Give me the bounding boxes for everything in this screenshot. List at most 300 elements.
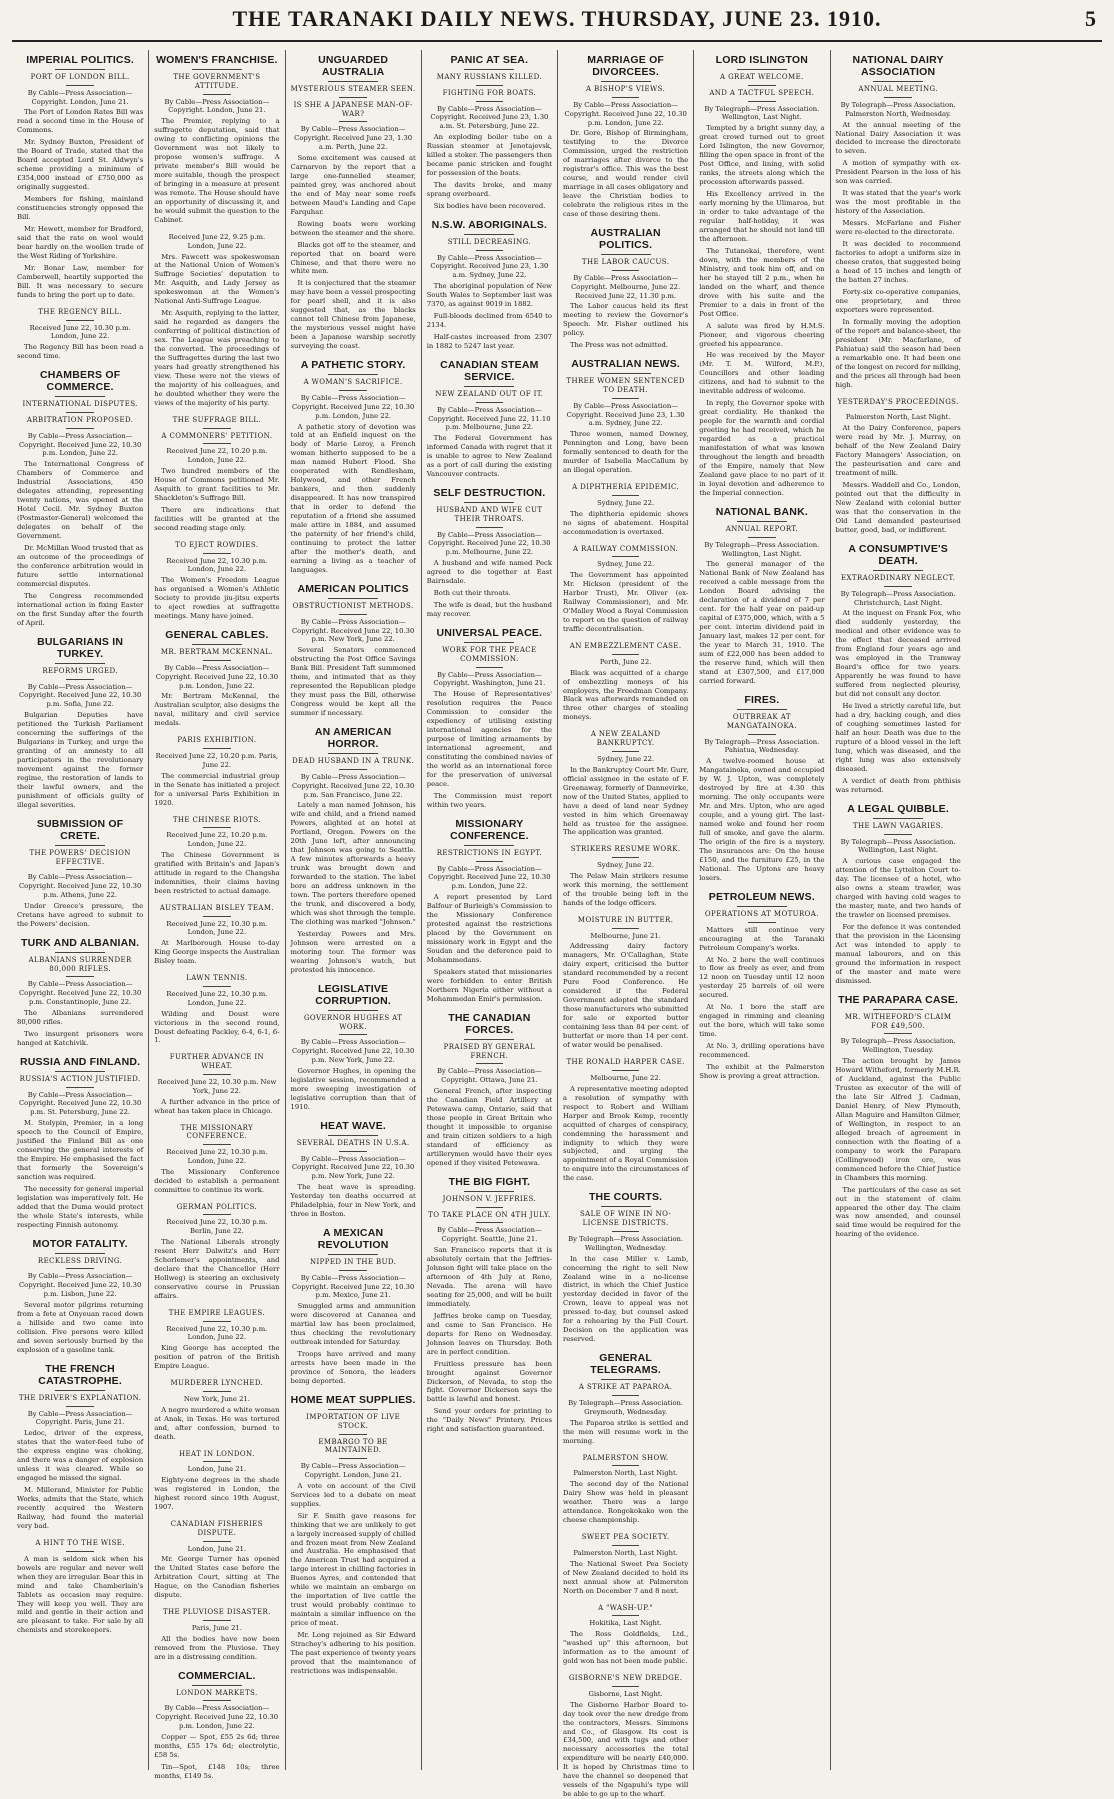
article-subhead: THE REGENCY BILL. — [38, 307, 122, 316]
article-dateline: By Cable—Press Association—Copyright. Melbourne, June 22. Received June 22, 11.30 p.m. — [571, 273, 681, 300]
article-headline: COMMERCIAL. — [178, 1669, 256, 1682]
article — [563, 1454, 688, 1525]
article-dateline: Sydney, June 22. — [597, 498, 655, 507]
newspaper-columns — [12, 50, 1102, 1799]
article-subhead: SWEET PEA SOCIETY. — [581, 1533, 670, 1542]
article-paragraph: A negro murdered a white woman at Anak, in Texas. He was tortured and, after confession, burned to death. — [154, 1405, 280, 1441]
article — [563, 545, 688, 634]
article-subhead: ARBITRATION PROPOSED. — [26, 416, 134, 425]
article-dateline: By Cable—Press Association—Copyright. Received June 22, 10.30 p.m. New York, June 22. — [291, 617, 415, 644]
article-dateline: By Telegraph—Press Association. Christchurch, Last Night. — [840, 589, 956, 607]
article-dateline: Received June 22, 10.30 p.m. London, June 22. — [166, 1148, 268, 1165]
subhead-rule — [203, 1214, 231, 1215]
article-headline: GENERAL CABLES. — [165, 629, 269, 642]
article-paragraph: A representative meeting adopted a resolution of sympathy with respect to Robert and William Harper and Brook Kemp, recently acquitted of charges of conspiracy, condemning the harassment and indignity to which they were subjected, and urging the appointment of a Royal Commission to enquire into the circumstances of the case. — [563, 1084, 689, 1183]
headline-rule — [873, 1009, 923, 1010]
article — [427, 487, 552, 619]
article-headline: CANADIAN STEAM SERVICE. — [440, 358, 539, 383]
article-headline: UNIVERSAL PEACE. — [436, 626, 543, 639]
article-subhead: PARIS EXHIBITION. — [177, 736, 257, 745]
article-subhead: REFORMS URGED. — [42, 666, 118, 675]
article-subhead: FIGHTING FOR BOATS. — [442, 88, 537, 97]
article-paragraph: The necessity for general imperial legislation was imperatively felt. He added that the Duma would protect the whole State's interests, while respecting Finnish autonomy. — [17, 1184, 144, 1229]
article-paragraph: Black was acquitted of a charge of embezzling moneys of his employers, the Freedman Company. Black was afterwards remanded on three other charges of stealing moneys. — [563, 668, 689, 722]
subhead-rule — [203, 1144, 231, 1145]
article-paragraph: A further advance in the price of wheat has taken place in Chicago. — [154, 1097, 280, 1115]
article-dateline: Palmerston North, Last Night. — [845, 413, 951, 422]
article — [427, 1012, 552, 1168]
article — [291, 726, 416, 975]
column-1 — [12, 50, 148, 1770]
article-paragraph: A verdict of death from phthisis was returned. — [835, 776, 961, 794]
subhead-rule — [612, 1686, 640, 1687]
article-paragraph: The Women's Freedom League has organised a Women's Athletic Society to provide jiu-jitsu experts to eject rowdies at suffragette meetings. Many have joined. — [154, 576, 280, 621]
article — [427, 54, 552, 211]
headline-rule — [192, 644, 242, 645]
article-dateline: Received June 22, 10.30 p.m. London, June 22. — [166, 1324, 268, 1342]
article-subhead: TO EJECT ROWDIES. — [175, 540, 259, 549]
subhead-rule — [884, 97, 912, 98]
subhead-rule — [612, 928, 640, 929]
article — [836, 54, 961, 390]
article-paragraph: Speakers stated that missionaries were forbidden to enter British Northern Nigeria either without a Mohammedan Emir's permission. — [426, 967, 552, 1003]
article — [154, 736, 279, 807]
subhead-rule — [203, 1321, 231, 1322]
subhead-rule — [748, 537, 776, 538]
article-dateline: Hokitika, Last Night. — [589, 1619, 662, 1628]
article-subhead: THE DRIVER'S EXPLANATION. — [18, 1393, 142, 1402]
article-headline: THE BIG FIGHT. — [448, 1175, 531, 1188]
article-headline: NATIONAL DAIRY ASSOCIATION — [852, 54, 944, 79]
article-paragraph: Both cut their throats. — [433, 589, 511, 598]
article-dateline: Received June 22, 10.30 p.m. London, June 22. — [29, 323, 131, 341]
article-subhead: RESTRICTIONS IN EGYPT. — [436, 848, 542, 857]
article-dateline: By Cable—Press Association—Copyright. London, June 21. — [164, 97, 270, 115]
headline-rule — [328, 1010, 378, 1011]
article — [154, 1203, 279, 1301]
article-subhead: A STRIKE AT PAPAROA. — [578, 1383, 673, 1392]
article-dateline: By Cable—Press Association—Copyright. Received June 23, 1.30 a.m. Sydney, June 22. — [430, 253, 549, 280]
article-subhead: MOISTURE IN BUTTER. — [577, 915, 674, 924]
article-paragraph: The heat wave is spreading. Yesterday ten deaths occurred at Philadelphia, four in New York, and three in Boston. — [290, 1183, 416, 1218]
subhead-rule — [339, 1151, 367, 1152]
article-paragraph: The commercial industrial group in the Senate has initiated a project for a universal Paris Exhibition in 1920. — [154, 771, 280, 807]
subhead-rule — [612, 857, 640, 858]
subhead-rule — [203, 748, 231, 749]
article-paragraph: Under Greece's pressure, the Cretans have agreed to submit to the Powers' decision. — [17, 901, 144, 928]
headline-rule — [464, 1191, 514, 1192]
article-dateline: By Cable—Press Association—Copyright. Received June 22, 10.30 p.m. London, June 22. — [155, 1704, 279, 1731]
article — [699, 694, 824, 883]
article-headline: HEAT WAVE. — [320, 1119, 387, 1132]
article-dateline: By Cable—Press Association—Copyright. Received June 22, 10.30 p.m. Melbourne, June 22. — [428, 530, 551, 557]
article-subhead: LAWN TENNIS. — [186, 974, 248, 983]
subhead-rule — [339, 1458, 367, 1459]
subhead-rule — [476, 1222, 504, 1223]
article — [563, 227, 688, 350]
subhead-rule — [612, 1545, 640, 1546]
article-paragraph: Eighty-one degrees in the shade was registered in London, the highest record since 19th August, 1907. — [154, 1476, 280, 1512]
article-headline: BULGARIANS IN TURKEY. — [37, 635, 124, 660]
article-paragraph: Blacks got off to the steamer, and reported that on board were Chinese, and that there were no white men. — [290, 240, 416, 276]
article-paragraph: The Federal Government has informed Canada with regret that it is unable to agree to New Zealand as a port of call during the existing Vancouver contracts. — [426, 434, 552, 479]
article-dateline: By Cable—Press Association—Copyright. London, June 21. — [300, 1462, 406, 1479]
subhead-rule — [66, 428, 94, 429]
article-paragraph: M. Stolypin, Premier, in a long speech to the Council of Empire, justified the Finland Bill as one conserving the general interests of the Empire. He emphasised the fact that formerly the Sovereign's sanction was required. — [17, 1118, 144, 1181]
column-2 — [148, 50, 284, 1780]
subhead-rule — [339, 97, 367, 98]
article-paragraph: Some excitement was caused at Carnarvon by the report that a large one-funnelled steamer, painted grey, was anchored about the end of May near some reefs between Maud's Landing and Cape Farquhar. — [290, 153, 416, 216]
article-paragraph: His Excellency arrived in the early morning by the Ulimaroa, but in order to take advantage of the regular half-holiday, it was arranged that he should not land till the afternoon. — [699, 190, 825, 243]
article-subhead: THE PLUVIOSE DISASTER. — [162, 1608, 271, 1617]
page-number: 5 — [1085, 6, 1096, 31]
article-paragraph: The Port of London Rates Bill was read a second time in the House of Commons. — [17, 108, 144, 135]
subhead-rule — [476, 402, 504, 403]
article-dateline: Paris, June 21. — [191, 1623, 242, 1632]
article — [154, 1670, 279, 1781]
headline-rule — [55, 1071, 106, 1072]
column-6 — [693, 50, 829, 1770]
article — [563, 54, 688, 219]
subhead-rule — [203, 1074, 231, 1075]
article-headline: GENERAL TELEGRAMS. — [590, 1352, 662, 1377]
article-paragraph: The action brought by James Howard Witheford, formerly M.H.R. of Auckland, against the Public Trustee as executor of the will of the late Sir Alfred J. Cadman, Daniel Henry, of New Plymouth, Allan Maguire and Hamilton Gilmer, of Wellington, in respect to an alleged breach of agreement in connection with the floating of a company to work the Parapara (Collingwood) iron ore, was commenced before the Chief Justice in Chambers this morning. — [835, 1057, 961, 1182]
article-subhead: OBSTRUCTIONIST METHODS. — [292, 602, 414, 611]
column-5 — [557, 50, 693, 1799]
article-paragraph: It is conjectured that the steamer may have been a vessel prospecting for pearl shell, and it is also suggested that, as the blacks cannot tell Chinese from Japanese, the mysterious vessel might have been a Japanese warship secretly surveying the coast. — [290, 279, 416, 351]
article — [563, 1352, 688, 1445]
article — [563, 730, 688, 837]
article-subhead: NIPPED IN THE BUD. — [309, 1258, 397, 1267]
subhead-rule — [476, 1207, 504, 1208]
article-headline: TURK AND ALBANIAN. — [20, 936, 140, 949]
article-dateline: By Cable—Press Association—Copyright. Received June 22, 10.30 p.m. London, June 22. — [291, 394, 415, 420]
subhead-rule — [884, 834, 912, 835]
article-paragraph: The International Congress of Chambers of Commerce and Industrial Associations, 450 delegates attending, representing twenty nations, was opened at the Hotel Cecil. Mr. Sydney Buxton (Postmaster-General) welcomed the delegates on behalf of the Government. — [17, 460, 144, 541]
article-paragraph: The Congress recommended international action in fixing Easter on the first Sunday after the fourth of April. — [17, 591, 144, 627]
subhead-rule — [203, 986, 231, 987]
headline-rule — [464, 502, 514, 503]
article-paragraph: In reply, the Governor spoke with great cordiality. He thanked the people for the warmth and cordial greeting he had received, which he regarded as a practical manifestation of what was known throughout the length and breadth of the Empire, namely that New Zealand gave place to no part of it in loyal devotion and adherence to the Imperial connection. — [699, 399, 825, 497]
article — [154, 1520, 279, 1600]
subhead-rule — [476, 85, 504, 86]
article-paragraph: King George has accepted the position of patron of the British Empire League. — [154, 1344, 280, 1371]
article-subhead: ANNUAL REPORT. — [725, 525, 799, 534]
article-dateline: Received June 22, 10.30 p.m. London, June 22. — [166, 556, 268, 574]
headline-rule — [328, 374, 378, 375]
article — [17, 369, 143, 628]
headline-rule — [464, 69, 514, 70]
article-paragraph: The National Liberals strongly resent Herr Dalwitz's and Herr Schorlemer's appointments, and declare that the Chancellor (Herr Hollweg) is steering an exclusively conservative course in Prussian affairs. — [154, 1238, 280, 1300]
article-subhead: THE LABOR CAUCUS. — [581, 258, 670, 267]
article-subhead: MURDERER LYNCHED. — [170, 1379, 264, 1388]
article-subhead: SALE OF WINE IN NO-LICENSE DISTRICTS. — [579, 1210, 672, 1228]
subhead-rule — [476, 250, 504, 251]
article-paragraph: The Paparoa strike is settled and the men will resume work in the morning. — [563, 1418, 689, 1445]
headline-rule — [464, 642, 514, 643]
headline-rule — [55, 845, 106, 846]
article-headline: A LEGAL QUIBBLE. — [847, 802, 950, 815]
column-7 — [830, 50, 966, 1770]
article — [836, 803, 961, 986]
subhead-rule — [66, 85, 94, 86]
article — [17, 937, 143, 1048]
article-paragraph: The second day of the National Dairy Show was held in pleasant weather. There was a large attendance. Rongokokako won the cheese championship. — [563, 1480, 689, 1525]
article-paragraph: The Government has appointed Mr. Hickson (president of the Harbor Trust), Mr. Oliver (ex-Railway Commissioner), and Mr. O'Malley Wood a Royal Commission to report on the question of railway traffic decentralisation. — [563, 571, 689, 634]
article-dateline: By Cable—Press Association—Copyright. Received June 22, 11.10 p.m. Melbourne, June 22. — [428, 405, 551, 432]
article-subhead: OPERATIONS AT MOTUROA. — [704, 909, 819, 918]
article-paragraph: Matters still continue very encouraging at the Taranaki Petroleum Company's works. — [699, 925, 825, 952]
article-paragraph: The National Sweet Pea Society of New Zealand decided to hold its next annual show at Palmerston North on December 7 and 8 next. — [563, 1559, 689, 1595]
article-paragraph: Tin—Spot, £148 10s; three months, £149 5s. — [154, 1762, 280, 1780]
article-paragraph: A husband and wife named Peck agreed to die together at East Bairnsdale. — [426, 559, 552, 586]
article-dateline: By Cable—Press Association—Copyright. Received June 22, 10.30 p.m. Sofia, June 22. — [18, 682, 142, 709]
article-paragraph: The Chinese Government is gratified with Britain's and Japan's attitude in regard to the Changsha indemnities, their claims having been restricted to actual damage. — [154, 851, 280, 895]
article-dateline: By Cable—Press Association—Copyright. Received June 22, 10.30 p.m. London, June 22. — [18, 431, 142, 458]
article-dateline: By Cable—Press Association—Copyright. Received June 22, 10.30 p.m. London, June 22. — [564, 100, 687, 127]
article-subhead: RECKLESS DRIVING. — [37, 1256, 123, 1265]
article-paragraph: An exploding boiler tube on a Russian steamer at Jenotajevsk, killed a stoker. The passengers then became panic stricken and fought for possession of the boats. — [426, 133, 552, 177]
subhead-rule — [339, 121, 367, 122]
article-subhead: HEAT IN LONDON. — [179, 1449, 255, 1458]
article-dateline: By Telegraph—Press Association. Wellington, Last Night. — [704, 540, 820, 558]
article-subhead: ANNUAL MEETING. — [858, 85, 938, 94]
article — [563, 1058, 688, 1183]
article-paragraph: A man is seldom sick when his bowels are regular and never well when they are irregular. Bear this in mind and take Chamberlain's Tablets as occasion may require. They will keep you well. They are mild and gentle in their action and are pleasant to take. For sale by all chemists and storekeepers. — [17, 1554, 144, 1635]
article-subhead: PALMERSTON SHOW. — [582, 1453, 669, 1462]
article-dateline: Perth, June 22. — [599, 657, 652, 666]
article-subhead: MANY RUSSIANS KILLED. — [436, 73, 542, 82]
article-dateline: Received June 22, 9.25 p.m. London, June 22. — [168, 232, 266, 250]
article-dateline: Palmerston North, Last Night. — [573, 1469, 678, 1478]
article-subhead: IMPORTATION OF LIVE STOCK. — [306, 1413, 401, 1430]
article-paragraph: The diphtheria epidemic shows no signs of abatement. Hospital accommodation is overtaxed. — [563, 509, 689, 536]
article-dateline: By Cable—Press Association—Copyright. Received June 22, 10.30 p.m. New York, June 22. — [291, 1154, 415, 1181]
subhead-rule — [612, 398, 640, 399]
subhead-rule — [203, 1541, 231, 1542]
article-subhead: A NEW ZEALAND BANKRUPTCY. — [590, 730, 661, 748]
article-paragraph: The Regency Bill has been read a second time. — [17, 343, 144, 361]
article-dateline: By Cable—Press Association—Copyright. Received June 22, 10.30 p.m. San Francisco, June 22. — [291, 772, 415, 799]
article-subhead: THE GOVERNMENT'S ATTITUDE. — [173, 73, 261, 90]
article-paragraph: Six bodies have been recovered. — [433, 201, 546, 210]
article — [154, 1053, 279, 1115]
article-dateline: By Telegraph—Press Association. Wellington, Last Night. — [840, 837, 956, 855]
article-paragraph: Governor Hughes, in opening the legislative session, recommended a more sweeping investigation of legislative corruption than that of 1910. — [290, 1066, 416, 1111]
article-paragraph: Mr. Bertram McKennal, the Australian sculptor, also designs the naval, military and civil service medals. — [154, 692, 280, 728]
article-paragraph: Ledoc, driver of the express, states that the water-feed tube of the express engine was choking, and there was a danger of explosion unless it was cleared. While so engaged he missed the signal. — [17, 1429, 144, 1483]
article-dateline: By Cable—Press Association—Copyright. Received June 22, 10.30 p.m. New York, June 22. — [291, 1038, 415, 1065]
article-dateline: By Cable—Press Association—Copyright. Washington, June 21. — [433, 670, 546, 688]
subhead-rule — [476, 527, 504, 528]
subhead-rule — [66, 679, 94, 680]
article — [154, 416, 279, 533]
article-subhead: A DIPHTHERIA EPIDEMIC. — [572, 483, 680, 492]
article-paragraph: In the Bankruptcy Court Mr. Gurr, official assignee in the estate of F. Greenaway, formerly of Dannevirke, now of the United States, applied to have a deed of land near Sydney vested in him which Greenaway held as trustee for the assignee. The application was granted. — [563, 765, 689, 837]
masthead — [0, 0, 1114, 46]
subhead-rule — [66, 869, 94, 870]
article-paragraph: The House of Representatives' resolution requires the Peace Commission to consider the expediency of utilising existing international agencies for the purpose of limiting armaments by international agreement, and constituting the combined navies of the world as an international force for the preservation of universal peace. — [426, 690, 552, 788]
subhead-rule — [612, 556, 640, 557]
article-dateline: By Cable—Press Association—Copyright. Received June 22, 10.30 p.m. London, June 22. — [155, 663, 279, 690]
article — [291, 983, 416, 1112]
article-paragraph: Mrs. Fawcett was spokeswoman at the National Union of Women's Suffrage Societies' deputation to Mr. Asquith, and Lady Jersey as spokeswoman at the Women's National Anti-Suffrage League. — [154, 252, 280, 306]
article-subhead: TO TAKE PLACE ON 4TH JULY. — [428, 1210, 551, 1219]
article-paragraph: Members for fishing, mainland constituencies strongly opposed the Bill. — [17, 195, 144, 222]
article-subhead: THE EMPIRE LEAGUES. — [168, 1308, 265, 1317]
article-paragraph: The Press was not admitted. — [570, 341, 668, 350]
article-dateline: Sydney, June 22. — [597, 861, 655, 870]
article — [427, 1176, 552, 1435]
article-headline: A MEXICAN REVOLUTION — [317, 1226, 389, 1251]
article — [154, 1450, 279, 1512]
article-headline: NATIONAL BANK. — [715, 505, 808, 518]
article-paragraph: San Francisco reports that it is absolutely certain that the Jeffries-Johnson fight will take place on the afternoon of 4th July at Reno, Nevada. The arena will have seating for 25,000, and will be built immediately. — [426, 1245, 552, 1308]
article-subhead: THE SUFFRAGE BILL. — [172, 415, 262, 424]
article — [427, 627, 552, 810]
article-headline: N.S.W. ABORIGINALS. — [431, 218, 548, 231]
article-headline: AUSTRALIAN NEWS. — [571, 358, 681, 371]
article-subhead: DEAD HUSBAND IN A TRUNK. — [292, 757, 415, 766]
article-paragraph: The Labor caucus held its first meeting to review the Governor's Speech. Mr. Fisher outlined his policy. — [563, 302, 689, 338]
article-dateline: By Cable—Press Association—Copyright. Received June 22, 10.30 p.m. Athens, June 22. — [18, 873, 142, 900]
article-subhead: A HINT TO THE WISE. — [35, 1538, 125, 1547]
article-headline: HOME MEAT SUPPLIES. — [290, 1393, 416, 1406]
article-dateline: By Cable—Press Association—Copyright. Received June 22, 10.30 p.m. Lisbon, June 22. — [18, 1272, 142, 1299]
subhead-rule — [476, 1063, 504, 1064]
article-paragraph: A report presented by Lord Balfour of Burleigh's Commission to the Missionary Conference protested against the restrictions placed by the Government on missionary work in Egypt and the Soudan and the deference paid to Mohammedans. — [426, 893, 552, 964]
article — [563, 358, 688, 475]
headline-rule — [192, 1685, 242, 1686]
article-subhead: INTERNATIONAL DISPUTES. — [22, 400, 138, 409]
article-paragraph: Mr. Sydney Buxton, President of the Board of Trade, stated that the Board accepted Lord St. Aldwyn's scheme providing a minimum of £354,000 instead of £750,000 as originally suggested. — [17, 138, 144, 192]
subhead-rule — [339, 614, 367, 615]
article-dateline: By Cable—Press Association—Copyright. London, June 21. — [27, 88, 133, 106]
headline-rule — [328, 81, 378, 82]
article — [17, 818, 143, 929]
article-subhead: MYSTERIOUS STEAMER SEEN. — [290, 85, 416, 94]
headline-rule — [464, 1039, 514, 1040]
article — [699, 506, 824, 686]
article — [563, 483, 688, 536]
subhead-rule — [203, 553, 231, 554]
headline-rule — [601, 373, 651, 374]
article-paragraph: At the inquest on Frank Fox, who died suddenly yesterday, the medical and other evidence was to the effect that deceased arrived from England four years ago and was employed in the Tramway Board's office for two years. Apparently he was found to have suffered from neglected pleurisy, but did not consult any doctor. — [835, 609, 961, 699]
headline-rule — [328, 753, 378, 754]
article — [699, 54, 824, 498]
article — [154, 1608, 279, 1661]
article-headline: SELF DESTRUCTION. — [433, 487, 546, 500]
article — [154, 974, 279, 1045]
article-subhead: A "WASH-UP." — [598, 1603, 654, 1612]
article — [836, 994, 961, 1240]
subhead-rule — [203, 428, 231, 429]
article-paragraph: The Gisborne Harbor Board to-day took over the new dredge from the contractors, Messrs. Simmons and Co., of Glasgow. Its cost is £34,500, and with tugs and other necessary accessories the total expenditure will be nearly £40,000. It is hoped by Christmas time to have the channel so deepened that vessels of the Ngapuhi's type will be able to go up to the wharf. — [563, 1700, 689, 1799]
article-paragraph: All the bodies have now been removed from the Pluviose. They are in a distressing condition. — [154, 1634, 280, 1661]
article-headline: THE CANADIAN FORCES. — [448, 1011, 531, 1036]
headline-rule — [601, 1379, 651, 1380]
subhead-rule — [339, 390, 367, 391]
subhead-rule — [476, 861, 504, 862]
article-subhead: OUTBREAK AT MANGATAINOKA. — [726, 713, 797, 730]
article-paragraph: In the case Miller v. Lamb, concerning the right to sell New Zealand wine in a no-license district, in which the Chief Justice yesterday decided in favor of the Crown, leave to appeal was not pressed to-day, but counsel asked for a rehearing by the Full Court. Decision on the application was reserved. — [563, 1254, 689, 1344]
article-dateline: By Cable—Press Association—Copyright. Received June 23, 1.30 a.m. Perth, June 22. — [294, 125, 413, 152]
article-subhead: LONDON MARKETS. — [176, 1688, 258, 1697]
article-subhead: A BISHOP'S VIEWS. — [586, 85, 666, 94]
article-dateline: Melbourne, June 22. — [590, 1073, 661, 1082]
subhead-rule — [339, 1434, 367, 1435]
article-subhead: THE LAWN VAGARIES. — [852, 821, 944, 830]
article-paragraph: A vote on account of the Civil Services led to a debate on meat supplies. — [290, 1481, 416, 1508]
article-dateline: By Cable—Press Association—Copyright. Received June 22, 10.30 p.m. Constantinople, June 22. — [18, 980, 142, 1006]
article — [154, 904, 279, 966]
article-dateline: Gisborne, Last Night. — [588, 1689, 663, 1698]
subhead-rule — [612, 97, 640, 98]
article-paragraph: Addressing dairy factory managers, Mr. O'Callaghan, State dairy expert, criticised the butter standard recommended by a recent Pure Food Conference. He considered if the Federal Government adopted the standard those manufacturers who submitted for sale or exported butter containing less than 84 per cent. of butterfat or more than 14 per cent. of water would be penalised. — [563, 942, 689, 1050]
article-paragraph: At No. 2 bore the well continues to flow as freely as ever, and from 12 noon on Tuesday until 12 noon yesterday 25 barrels of oil were secured. — [699, 955, 825, 1000]
headline-rule — [873, 818, 923, 819]
article-subhead: STRIKERS RESUME WORK. — [570, 845, 681, 854]
article-paragraph: At the annual meeting of the National Dairy Association it was decided to increase the directorate to seven. — [835, 120, 961, 156]
article-paragraph: At Marlborough House to-day King George inspects the Australian Bisley team. — [154, 939, 280, 966]
subhead-rule — [66, 1268, 94, 1269]
article-dateline: By Cable—Press Association—Copyright. Received June 22, 10.30 p.m. London, June 22. — [428, 864, 551, 891]
subhead-rule — [612, 1070, 640, 1071]
article-headline: MISSIONARY CONFERENCE. — [450, 817, 529, 842]
article-paragraph: Yesterday Powers and Mrs. Johnson were arrested on a motoring tour. The former was wearing Johnson's watch, but protested his innocence. — [290, 929, 416, 974]
article-subhead: A GREAT WELCOME. — [719, 73, 804, 82]
subhead-rule — [203, 1461, 231, 1462]
article-headline: A PATHETIC STORY. — [300, 359, 406, 372]
article-paragraph: A pathetic story of devotion was told at an Enfield inquest on the body of Marie Leroy, a French woman hitherto supposed to be a man named Hubert Flood. She cooperated with Rendlesham, Holywood, and other French bankers, and then suddenly disappeared. It has now transpired that in order to defend the reputation of a friend she assumed male attire in 1884, and assumed the paternity of her friend's child, continuing to protect the latter after the mother's death, and earning a living as a teacher of languages. — [290, 422, 416, 574]
article-paragraph: Three women, named Downey, Pennington and Long, have been formally sentenced to death for the murder of Isabella MacCallum by an illegal operation. — [563, 430, 689, 475]
article-headline: UNGUARDED AUSTRALIA — [318, 54, 389, 79]
headline-rule — [464, 845, 514, 846]
article-paragraph: Half-castes increased from 2307 in 1882 to 5247 last year. — [426, 332, 552, 350]
subhead-rule — [476, 667, 504, 668]
article-dateline: Received June 22, 10.30 p.m. New York, June 22. — [157, 1077, 277, 1095]
subhead-rule — [203, 1700, 231, 1701]
article — [154, 233, 279, 408]
headline-rule — [55, 1253, 106, 1254]
headline-rule — [873, 81, 923, 82]
article-headline: PANIC AT SEA. — [450, 54, 529, 66]
article-dateline: Melbourne, June 21. — [590, 931, 661, 940]
article-paragraph: At No. 3, drilling operations have recommenced. — [699, 1042, 825, 1060]
subhead-rule — [203, 827, 231, 828]
article-paragraph: A motion of sympathy with ex-President Pearson in the loss of his son was carried. — [835, 159, 961, 186]
article-dateline: By Cable—Press Association—Copyright. Received June 22, 10.30 p.m. Mexico, June 21. — [291, 1273, 415, 1300]
subhead-rule — [612, 654, 640, 655]
article-paragraph: At No. 1 bore the staff are engaged in rimming and cleaning out the bore, which will take some time. — [699, 1003, 825, 1039]
article-paragraph: The general manager of the National Bank of New Zealand has received a cable message from the London Board advising the declaration of a dividend of 7 per cent. for the half year on paid-up capital of £375,000, which, with a 5 per cent. interim dividend paid in January last, makes 12 per cent. for the year to March 31, 1910. The sum of £22,000 has been added to the reserve fund, which will then stand at £307,500, and £17,000 carried forward. — [699, 560, 825, 686]
article — [427, 359, 552, 479]
article-headline: IMPERIAL POLITICS. — [26, 54, 135, 66]
article-paragraph: The particulars of the case as set out in the statement of claim appeared the other day. The claim was now amended, and counsel said time would be required for the hearing of the evidence. — [835, 1185, 961, 1239]
subhead-rule — [884, 1033, 912, 1034]
headline-rule — [55, 1390, 106, 1391]
article-subhead: GERMAN POLITICS. — [176, 1202, 258, 1211]
article-paragraph: Jeffries broke camp on Tuesday, and came to San Francisco. He departs for Reno on Wednesday. Johnson leaves on Thursday. Both are in perfect condition. — [426, 1311, 552, 1356]
headline-rule — [601, 254, 651, 255]
masthead-rule — [12, 40, 1102, 42]
headline-rule — [464, 386, 514, 387]
article-dateline: By Telegraph—Press Association. Wellington, Tuesday. — [840, 1037, 956, 1055]
article-headline: PETROLEUM NEWS. — [708, 890, 815, 903]
subhead-rule — [66, 1087, 94, 1088]
article — [154, 54, 279, 225]
article-dateline: By Cable—Press Association—Copyright. Ottawa, June 21. — [436, 1067, 542, 1085]
